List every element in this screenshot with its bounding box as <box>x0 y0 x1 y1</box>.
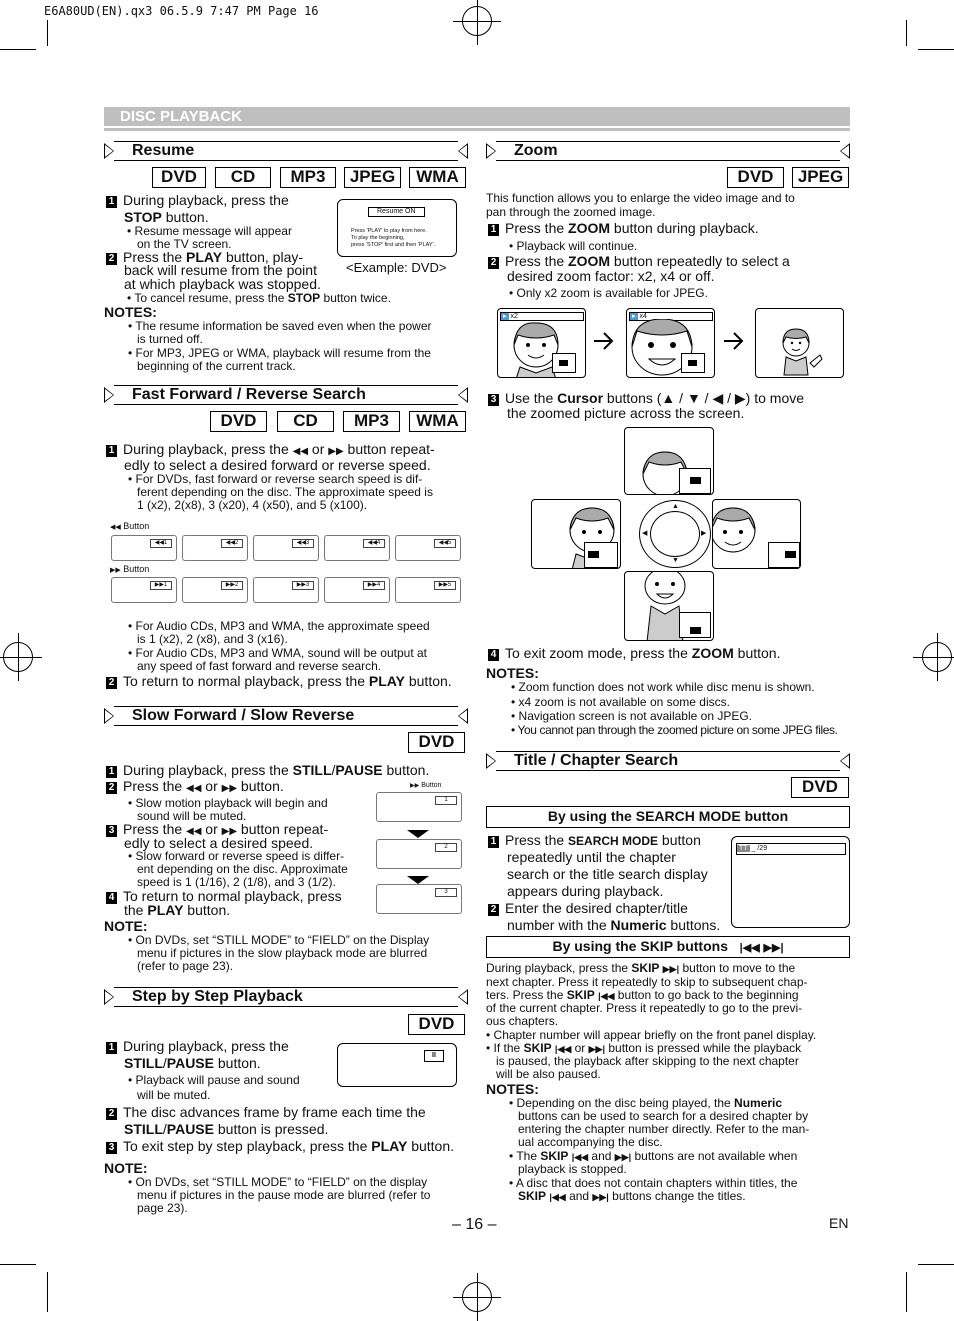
cursor-left-icon: ◀ <box>642 530 648 537</box>
resume-note-cont: beginning of the current track. <box>137 359 296 373</box>
fwd-screen-1 <box>111 577 177 603</box>
pause-screen <box>337 1043 457 1087</box>
badge-dvd: DVD <box>408 732 465 753</box>
zoom-step-1: 1 Press the ZOOM button during playback. <box>488 221 759 236</box>
crop-mark <box>906 20 907 46</box>
step-heading: Step by Step Playback <box>104 987 468 1007</box>
language-tag: EN <box>829 1215 849 1231</box>
resume-step-2c: at which playback was stopped. <box>124 276 321 292</box>
zoom-note: • Navigation screen is not available on JPEG. <box>511 709 752 723</box>
resume-heading: Resume <box>104 141 468 161</box>
badge-dvd: DVD <box>408 1014 465 1035</box>
crop-mark <box>918 1264 954 1265</box>
down-arrow-icon <box>407 876 429 884</box>
screen-line: To play the beginning, <box>351 235 405 241</box>
nav-screen <box>584 542 618 568</box>
nav-screen <box>552 353 576 373</box>
slow-step-4: 4 To return to normal playback, press <box>106 889 342 904</box>
registration-mark-bottom <box>462 1282 492 1312</box>
crop-mark <box>918 49 954 50</box>
rev-screen-1 <box>111 535 177 561</box>
badge-wma: WMA <box>409 411 466 432</box>
skip-next-icon: ▶▶| <box>763 942 784 954</box>
slow-level-1: 1 <box>435 796 457 805</box>
chapter-step-2: 2 Enter the desired chapter/title <box>488 901 688 916</box>
section-rule <box>104 128 850 131</box>
skip-prev-icon: |◀◀ <box>739 942 760 954</box>
resume-step-1b: STOP button. <box>124 209 209 225</box>
slow-step-4b: the PLAY button. <box>124 902 231 918</box>
zoom-intro: This function allows you to enlarge the video image and to <box>486 191 795 205</box>
crop-mark <box>47 20 48 46</box>
disc-icon: ▸ <box>503 313 507 320</box>
rev-button-label: ◀◀ Button <box>110 521 150 531</box>
ffrs-bullet-cont: is 1 (x2), 2 (x8), and 3 (x16). <box>137 632 288 646</box>
chapter-step-2b: number with the Numeric buttons. <box>507 917 721 933</box>
skip-bullet-cont: will be also paused. <box>496 1067 601 1081</box>
nav-screen <box>679 468 711 494</box>
chapter-note: • Depending on the disc being played, the Numeric <box>509 1096 783 1110</box>
rev-speed-screens <box>111 535 463 563</box>
zoom-step-3b: the zoomed picture across the screen. <box>507 405 745 421</box>
registration-mark-left <box>3 642 33 672</box>
registration-mark-right <box>922 642 952 672</box>
nav-screen <box>679 612 711 638</box>
step-note-cont: menu if pictures in the pause mode are blurred (refer to <box>137 1188 431 1202</box>
resume-note-cont: is turned off. <box>137 332 203 346</box>
slow-step-3b: edly to select a desired speed. <box>124 835 314 851</box>
search-osd-text: _ /29 <box>751 845 768 852</box>
zoom-heading: Zoom <box>486 141 850 161</box>
ffrs-heading: Fast Forward / Reverse Search <box>104 385 468 405</box>
example-caption: <Example: DVD> <box>346 260 447 275</box>
zoom-note: • x4 zoom is not available on some discs. <box>511 695 730 709</box>
cursor-down-icon: ▼ <box>672 557 679 564</box>
slow-bullet: • Slow motion playback will begin and <box>128 796 328 810</box>
step-bullet-cont: will be muted. <box>137 1088 211 1102</box>
badge-wma: WMA <box>409 167 466 188</box>
badge-jpeg: JPEG <box>344 167 401 188</box>
search-osd-screen <box>731 836 850 928</box>
resume-notes-title: NOTES: <box>104 304 157 320</box>
zoom-x4-image <box>626 308 715 378</box>
ffrs-step-1b: edly to select a desired forward or reverse speed. <box>124 457 431 473</box>
badge-dvd: DVD <box>210 411 267 432</box>
ffrs-bullet-cont: any speed of fast forward and reverse search. <box>137 659 382 673</box>
nav-screen <box>681 353 705 373</box>
chapter-notes-title: NOTES: <box>486 1081 539 1097</box>
speed-level-indicator: ▶▶1 <box>150 581 172 590</box>
rev-screen-5 <box>395 535 461 561</box>
ffrs-bullet: • For DVDs, fast forward or reverse search speed is dif- <box>128 472 423 486</box>
crop-mark <box>0 1264 36 1265</box>
skip-para: of the current chapter. Press it repeatedly to go to the previ- <box>486 1001 803 1015</box>
fwd-screen-5 <box>395 577 461 603</box>
resume-step-2: 2 Press the PLAY button, play- <box>106 250 303 265</box>
slow-level-3: 3 <box>435 888 457 897</box>
slow-bullet-cont: ent depending on the disc. Approximate <box>137 862 348 876</box>
speed-level-indicator: ◀◀2 <box>221 539 243 548</box>
pan-down-image <box>624 571 714 641</box>
chapter-note-cont: playback is stopped. <box>518 1162 627 1176</box>
fwd-screen-3 <box>253 577 319 603</box>
step-step-2b: STILL/PAUSE button is pressed. <box>124 1121 329 1137</box>
resume-bullet-cont: on the TV screen. <box>137 237 232 251</box>
cursor-right-icon: ▶ <box>701 530 707 537</box>
step-note-title: NOTE: <box>104 1160 148 1176</box>
rev-screen-3 <box>253 535 319 561</box>
chapter-note: • A disc that does not contain chapters within titles, the <box>509 1176 798 1190</box>
chapter-note-cont: ual accompanying the disc. <box>518 1135 663 1149</box>
resume-note: • The resume information be saved even when the power <box>128 319 432 333</box>
ffrs-bullet: • For Audio CDs, MP3 and WMA, the approximate speed <box>128 619 430 633</box>
slow-note: • On DVDs, set “STILL MODE” to “FIELD” on the Display <box>128 933 430 947</box>
skip-bullet-cont: is paused, the playback after skipping to the next chapter <box>496 1054 799 1068</box>
slow-note-cont: menu if pictures in the slow playback mode are blurred <box>137 946 428 960</box>
resume-bullet: • Resume message will appear <box>127 224 292 238</box>
speed-level-indicator: ▶▶4 <box>363 581 385 590</box>
badge-dvd: DVD <box>727 167 784 188</box>
cursor-pad-center <box>650 511 700 557</box>
slow-bullet: • Slow forward or reverse speed is differ- <box>128 849 345 863</box>
skip-para: ters. Press the SKIP |◀◀ button to go back to the beginning <box>486 988 799 1002</box>
down-arrow-icon <box>407 830 429 838</box>
zoom-x2-image <box>497 308 586 378</box>
slow-step-2: 2 Press the ◀◀ or ▶▶ button. <box>106 779 284 796</box>
zoom-bullet: • Only x2 zoom is available for JPEG. <box>509 286 708 300</box>
chapter-step-1b: repeatedly until the chapter <box>507 849 676 865</box>
cursor-pad <box>639 500 711 568</box>
skip-bullet: • If the SKIP |◀◀ or ▶▶| button is pressed while the playback <box>486 1041 802 1055</box>
ffrs-step-2: 2 To return to normal playback, press the PLAY button. <box>106 674 452 689</box>
crop-mark <box>47 1272 48 1312</box>
badge-jpeg: JPEG <box>792 167 849 188</box>
rev-screen-2 <box>182 535 248 561</box>
pan-right-image <box>712 499 801 569</box>
skip-subheading: By using the SKIP buttons |◀◀ ▶▶| <box>486 936 850 958</box>
slow-step-3: 3 Press the ◀◀ or ▶▶ button repeat- <box>106 822 328 839</box>
speed-level-indicator: ▶▶3 <box>292 581 314 590</box>
speed-level-indicator: ◀◀3 <box>292 539 314 548</box>
zoom-x2-bar: ▸ x2 <box>500 312 584 321</box>
resume-screen <box>337 199 457 257</box>
right-arrow-icon <box>592 330 614 352</box>
slow-note-cont: (refer to page 23). <box>137 959 234 973</box>
speed-level-indicator: ◀◀4 <box>363 539 385 548</box>
girl-illustration-full <box>776 325 826 377</box>
search-mode-subheading: By using the SEARCH MODE button <box>486 806 850 828</box>
slow-screen-1 <box>376 792 462 822</box>
page-number: – 16 – <box>452 1216 497 1233</box>
zoom-intro-cont: pan through the zoomed image. <box>486 205 656 219</box>
fwd-speed-screens <box>111 577 463 605</box>
ffrs-bullet-cont: 1 (x2), 2(x8), 3 (x20), 4 (x50), and 5 (x100). <box>137 498 368 512</box>
zoom-notes-title: NOTES: <box>486 665 539 681</box>
chapter-note-cont: SKIP |◀◀ and ▶▶| buttons change the titles. <box>518 1189 746 1203</box>
pause-icon: II <box>424 1050 444 1062</box>
resume-note: • For MP3, JPEG or WMA, playback will resume from the <box>128 346 431 360</box>
right-arrow-icon <box>722 330 744 352</box>
fwd-screen-4 <box>324 577 390 603</box>
badge-cd: CD <box>215 167 271 188</box>
badge-dvd: DVD <box>791 777 849 798</box>
resume-on-badge: Resume ON <box>368 207 425 217</box>
speed-level-indicator: ▶▶2 <box>221 581 243 590</box>
skip-bullet: • Chapter number will appear briefly on the front panel display. <box>486 1028 817 1042</box>
badge-cd: CD <box>277 411 334 432</box>
zoom-note: • You cannot pan through the zoomed picture on some JPEG files. <box>511 723 838 737</box>
cursor-up-icon: ▲ <box>672 503 679 510</box>
skip-para: next chapter. Press it repeatedly to skip to subsequent chap- <box>486 975 808 989</box>
zoom-step-3: 3 Use the Cursor buttons (▲ / ▼ / ◀ / ▶) to move <box>488 391 804 406</box>
chapter-note-cont: buttons can be used to search for a desired chapter by <box>518 1109 809 1123</box>
pan-left-image <box>531 499 621 569</box>
crop-mark <box>0 49 36 50</box>
girl-illustration <box>712 504 763 569</box>
step-note-cont: page 23). <box>137 1201 188 1215</box>
chapter-step-1c: search or the title search display <box>507 866 708 882</box>
slow-screen-3 <box>376 884 462 914</box>
step-step-2: 2 The disc advances frame by frame each time the <box>106 1105 426 1120</box>
registration-mark-top <box>462 6 492 36</box>
slow-screen-2 <box>376 839 462 869</box>
zoom-step-2: 2 Press the ZOOM button repeatedly to select a <box>488 254 790 269</box>
zoom-off-image <box>755 308 844 378</box>
skip-para: ous chapters. <box>486 1014 559 1028</box>
slow-bullet-cont: speed is 1 (1/16), 2 (1/8), and 3 (1/2). <box>137 875 336 889</box>
chapter-heading: Title / Chapter Search <box>486 751 850 771</box>
zoom-step-2b: desired zoom factor: x2, x4 or off. <box>507 268 715 284</box>
resume-step-2b: back will resume from the point <box>124 262 317 278</box>
fwd-screen-2 <box>182 577 248 603</box>
speed-level-indicator: ◀◀1 <box>150 539 172 548</box>
badge-dvd: DVD <box>152 167 206 188</box>
ffrs-bullet: • For Audio CDs, MP3 and WMA, sound will be output at <box>128 646 428 660</box>
chapter-step-1d: appears during playback. <box>507 883 664 899</box>
screen-line: press 'STOP' first and then 'PLAY'. <box>351 242 436 248</box>
slow-step-1: 1 During playback, press the STILL/PAUSE button. <box>106 763 429 778</box>
ffrs-bullet-cont: ferent depending on the disc. The approximate speed is <box>137 485 433 499</box>
resume-step-1: 1 During playback, press the <box>106 193 289 208</box>
slow-note-title: NOTE: <box>104 918 148 934</box>
resume-cancel-bullet: • To cancel resume, press the STOP button twice. <box>127 291 391 305</box>
step-step-1: 1 During playback, press the <box>106 1039 289 1054</box>
slow-heading: Slow Forward / Slow Reverse <box>104 706 468 726</box>
pan-up-image <box>624 427 714 495</box>
zoom-note: • Zoom function does not work while disc menu is shown. <box>511 680 815 694</box>
disc-icon: ▸ <box>632 313 636 320</box>
zoom-x4-bar: ▸ x4 <box>629 312 713 321</box>
step-bullet: • Playback will pause and sound <box>128 1073 300 1087</box>
badge-mp3: MP3 <box>343 411 400 432</box>
badge-mp3: MP3 <box>280 167 336 188</box>
zoom-bullet: • Playback will continue. <box>509 239 638 253</box>
rev-screen-4 <box>324 535 390 561</box>
title-icon: TT <box>739 845 748 852</box>
slow-button-label: ▶▶ Button <box>410 782 442 789</box>
chapter-note: • The SKIP |◀◀ and ▶▶| buttons are not available when <box>509 1149 798 1163</box>
print-slug: E6A80UD(EN).qx3 06.5.9 7:47 PM Page 16 <box>44 4 319 18</box>
slow-level-2: 2 <box>435 843 457 852</box>
ffrs-step-1: 1 During playback, press the ◀◀ or ▶▶ button repeat- <box>106 442 435 459</box>
search-osd-bar <box>736 843 846 855</box>
chapter-step-1: 1 Press the SEARCH MODE button <box>488 833 701 849</box>
chapter-note-cont: entering the chapter number directly. Refer to the man- <box>518 1122 810 1136</box>
step-step-1b: STILL/PAUSE button. <box>124 1055 261 1071</box>
screen-line: Press 'PLAY' to play from here. <box>351 228 427 234</box>
zoom-step-4: 4 To exit zoom mode, press the ZOOM button. <box>488 646 780 661</box>
speed-level-indicator: ▶▶5 <box>434 581 456 590</box>
section-header: DISC PLAYBACK <box>104 107 850 126</box>
nav-screen <box>768 542 800 568</box>
speed-level-indicator: ◀◀5 <box>434 539 456 548</box>
step-step-3: 3 To exit step by step playback, press the PLAY button. <box>106 1139 454 1154</box>
slow-bullet-cont: sound will be muted. <box>137 809 247 823</box>
step-note: • On DVDs, set “STILL MODE” to “FIELD” on the display <box>128 1175 428 1189</box>
crop-mark <box>906 1272 907 1312</box>
fwd-button-label: ▶▶ Button <box>110 564 150 574</box>
skip-para: During playback, press the SKIP ▶▶| button to move to the <box>486 961 796 975</box>
